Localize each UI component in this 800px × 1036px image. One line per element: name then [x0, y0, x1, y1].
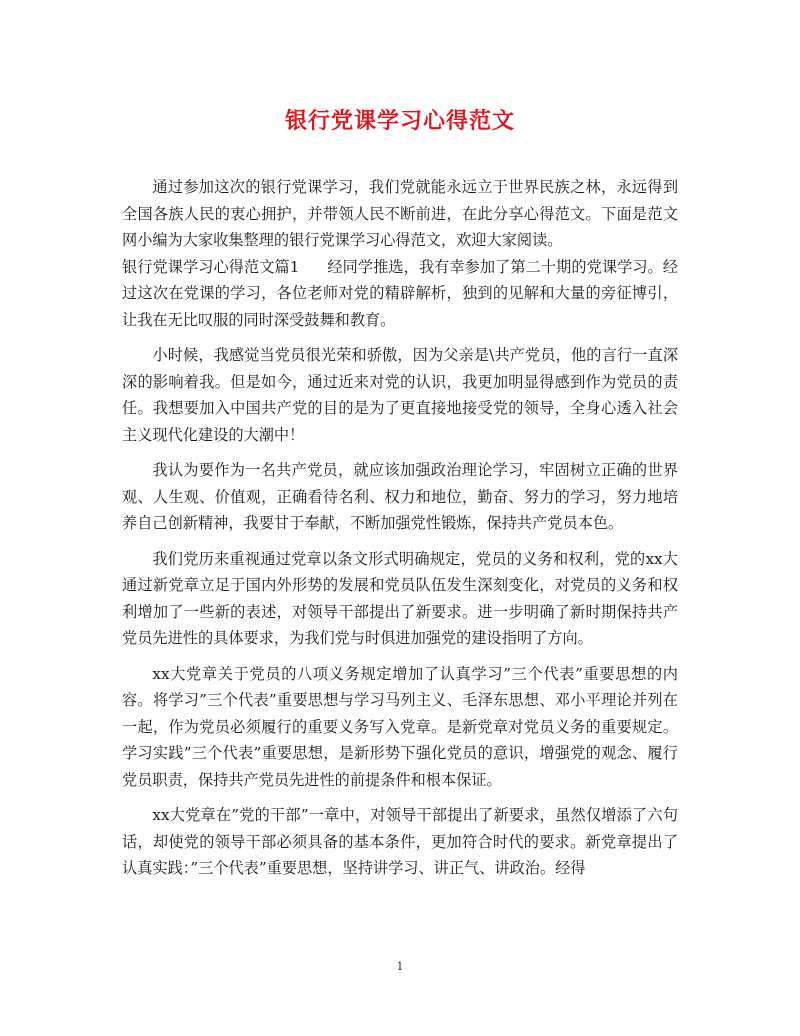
section-paragraph [122, 254, 678, 334]
page-number: 1 [396, 960, 404, 973]
document-body [122, 174, 678, 891]
body-paragraph: xx大党章关于党员的八项义务规定增加了认真学习”三个代表”重要思想的内容。将学习”三个代表”重要思想与学习马列主义、毛泽东思想、邓小平理论并列在一起，作为党员必须履行的重要义务写入党章。是新党章对党员义务的重要规定。学习实践”三个代表”重要思想，是新形势下强化党员的意识，增强党的观念、履行党员职责，保持共产党员先进性的前提条件和根本保证。 [122, 664, 678, 789]
section-lead: 经同学推选，我有幸参加了第二十期的党课学习。经过这次在党课的学习，各位老师对党的精辟解析，独到的见解和大量的旁征博引，让我在无比叹服的同时深受鼓舞和教育。 [122, 257, 678, 329]
body-paragraph: 我们党历来重视通过党章以条文形式明确规定，党员的义务和权利，党的xx大通过新党章立足于国内外形势的发展和党员队伍发生深刻变化，对党员的义务和权利增加了一些新的表述，对领导干部提出了新要求。进一步明确了新时期保持共产党员先进性的具体要求，为我们党与时俱进加强党的建设指明了方向。 [122, 549, 678, 647]
intro-paragraph: 通过参加这次的银行党课学习，我们党就能永远立于世界民族之林，永远得到全国各族人民的衷心拥护，并带领人民不断前进，在此分享心得范文。下面是范文网小编为大家收集整理的银行党课学习心得范文，欢迎大家阅读。 [122, 178, 678, 249]
body-paragraph: 小时候，我感觉当党员很光荣和骄傲，因为父亲是\共产党员，他的言行一直深深的影响着我。但是如今，通过近来对党的认识，我更加明显得感到作为党员的责任。我想要加入中国共产党的目的是为了更直接地接受党的领导，全身心透入社会主义现代化建设的大潮中！ [122, 346, 678, 444]
body-paragraph: xx大党章在”党的干部”一章中，对领导干部提出了新要求，虽然仅增添了六句话，却使党的领导干部必须具备的基本条件，更加符合时代的要求。新党章提出了认真实践：”三个代表”重要思想，坚持讲学习、讲正气、讲政治。经得 [122, 806, 678, 877]
page-title: 银行党课学习心得范文 [284, 108, 515, 134]
body-paragraph: 我认为要作为一名共产党员，就应该加强政治理论学习，牢固树立正确的世界观、人生观、价值观，正确看待名利、权力和地位，勤奋、努力的学习，努力地培养自己创新精神，我要甘于奉献，不断加强党性锻炼，保持共产党员本色。 [122, 461, 678, 532]
section-heading: 银行党课学习心得范文篇1 [122, 257, 300, 276]
